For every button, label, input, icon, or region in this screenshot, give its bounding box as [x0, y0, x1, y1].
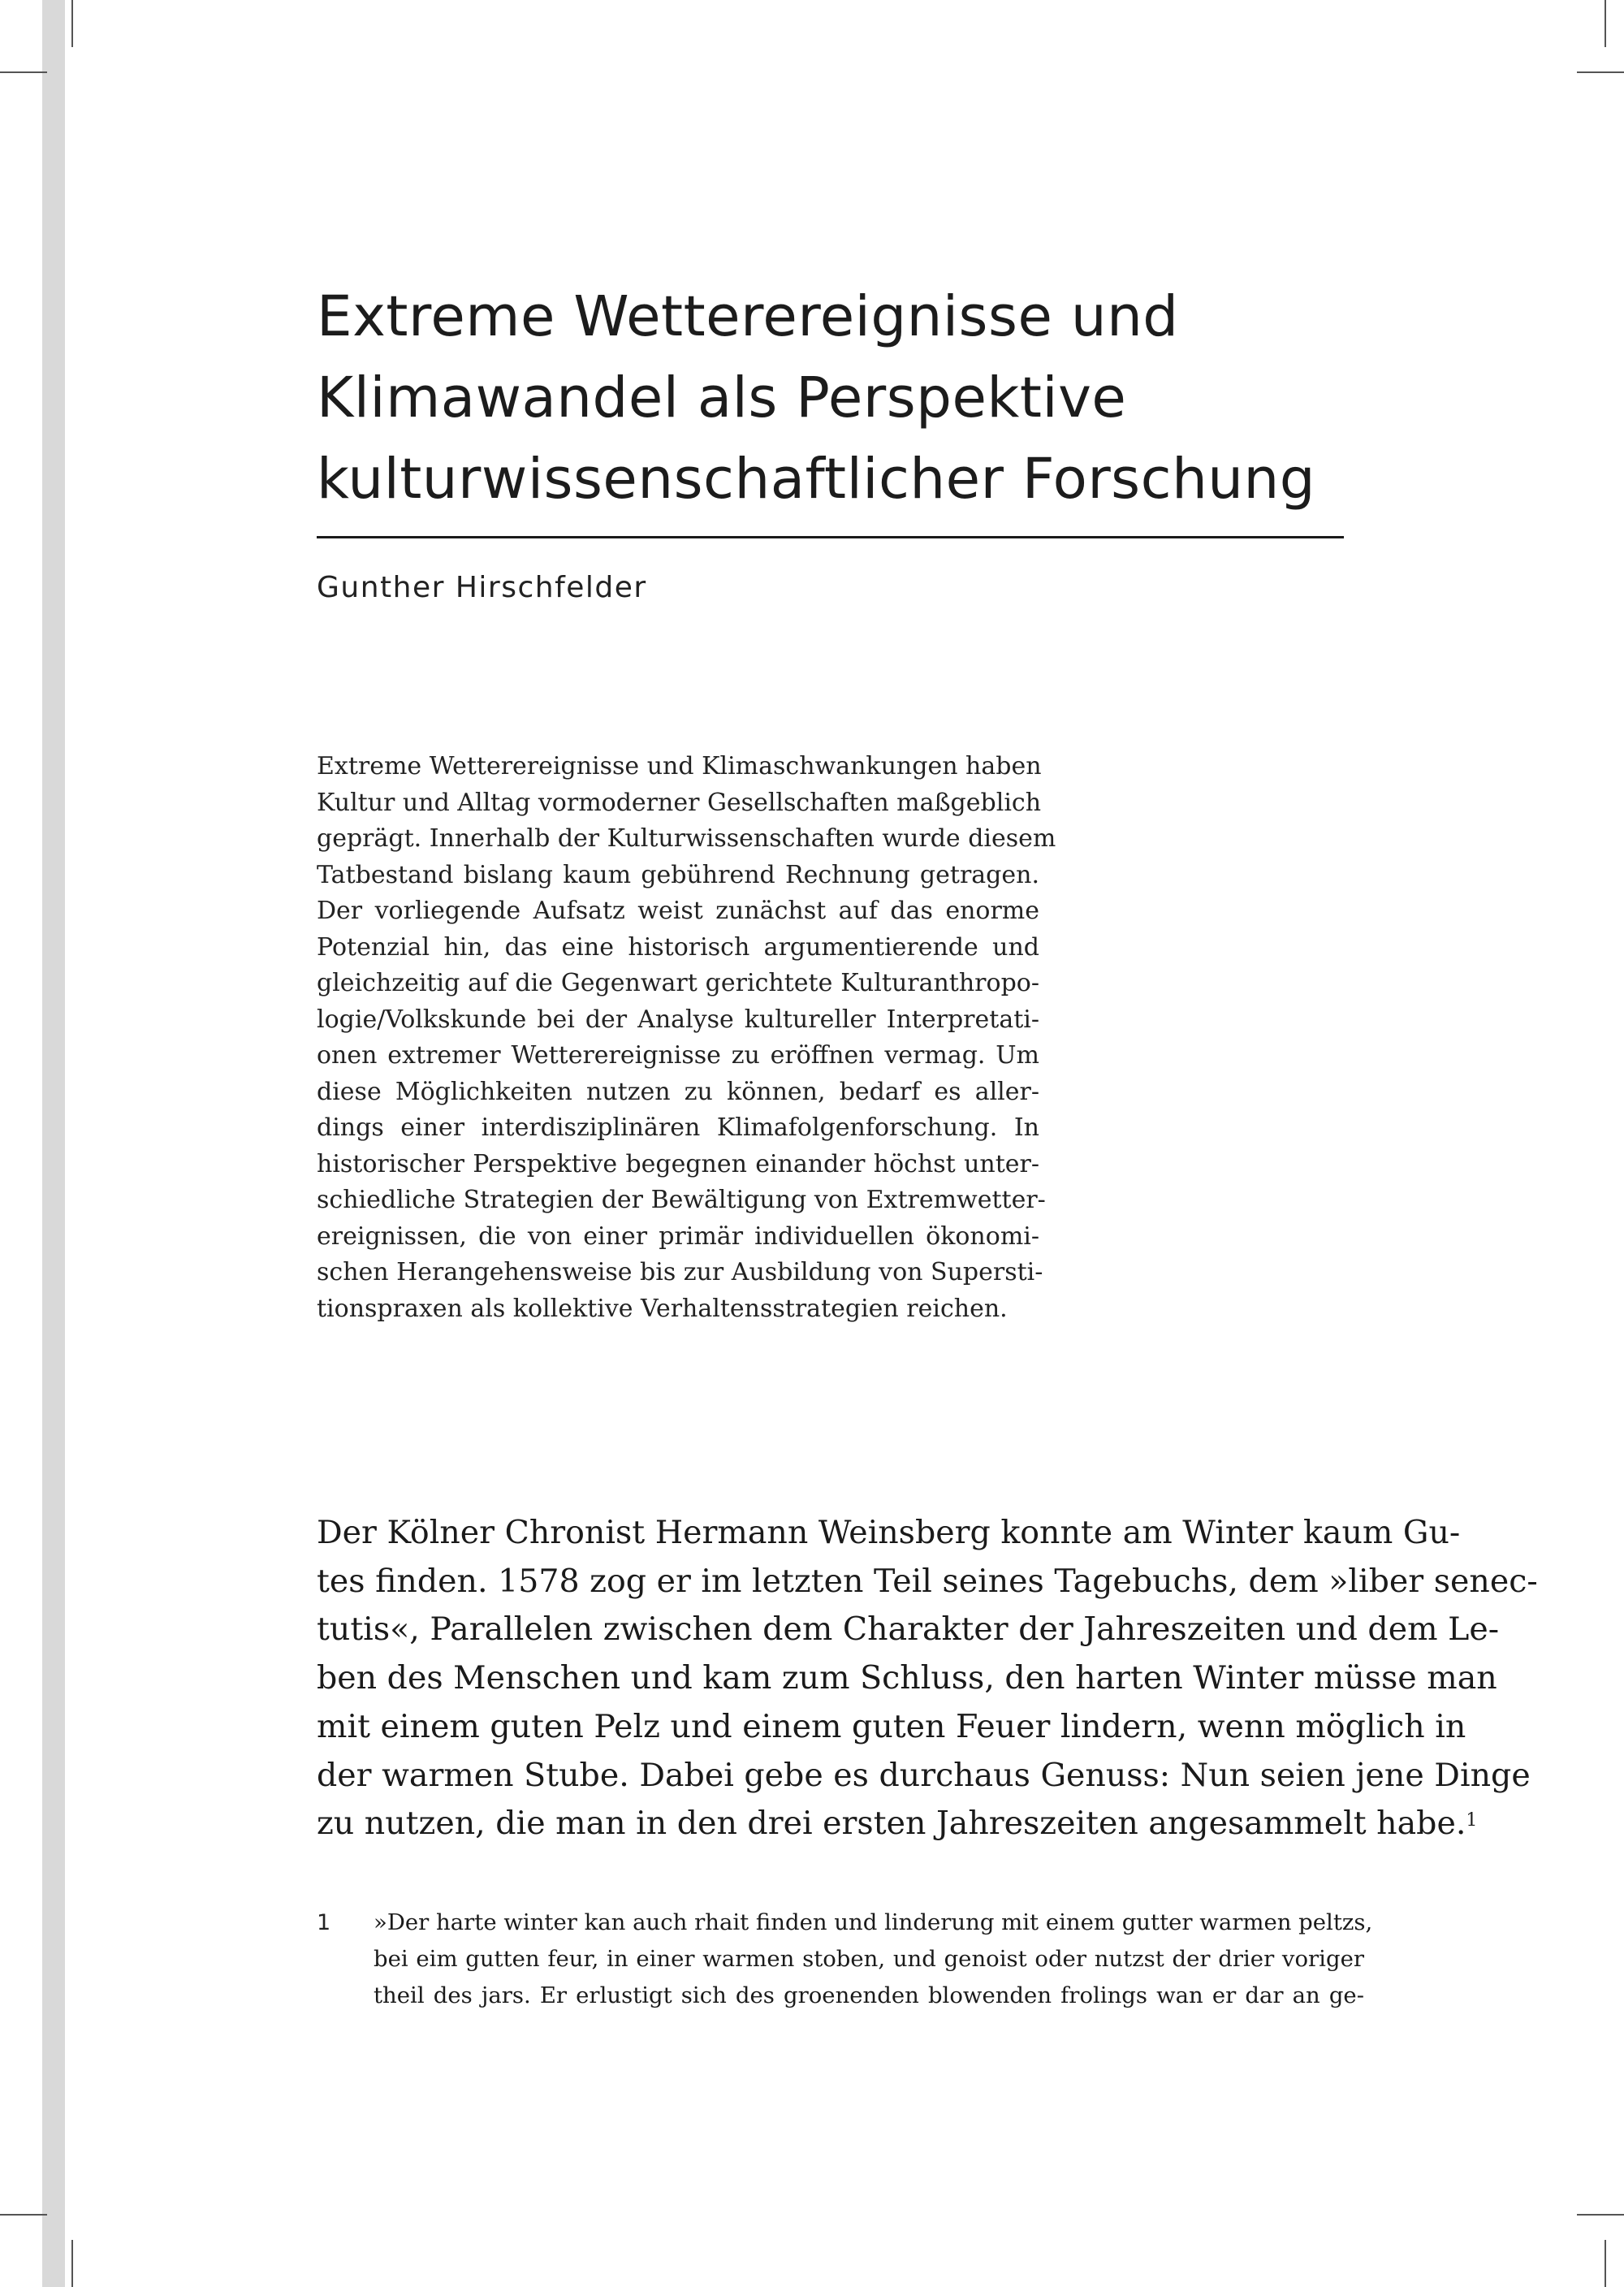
crop-mark [1577, 2214, 1624, 2216]
abstract-line: Kultur und Alltag vormoderner Gesellschaften maßgeblich [317, 788, 1042, 817]
abstract [317, 749, 1056, 1327]
body-line: tutis«, Parallelen zwischen dem Charakter der Jahreszeiten und dem Le- [317, 1610, 1500, 1649]
abstract-line: Der vorliegende Aufsatz weist zunächst auf das enorme [317, 897, 1039, 925]
crop-mark [0, 2214, 47, 2216]
abstract-line: geprägt. Innerhalb der Kulturwissenschaften wurde diesem [317, 824, 1056, 853]
body-line [317, 1800, 1478, 1848]
abstract-line: logie/Volkskunde bei der Analyse kultureller Interpretati- [317, 1005, 1039, 1034]
footnote-line: »Der harte winter kan auch rhait finden und linderung mit einem gutter warmen peltzs, [374, 1909, 1373, 1935]
abstract-line: tionspraxen als kollektive Verhaltensstrategien reichen. [317, 1294, 1008, 1323]
footnote-reference[interactable]: 1 [1466, 1810, 1478, 1831]
title-line: kulturwissenschaftlicher Forschung [317, 447, 1316, 512]
title-line: Klimawandel als Perspektive [317, 365, 1127, 430]
abstract-line: gleichzeitig auf die Gegenwart gerichtete Kulturanthropo- [317, 969, 1039, 997]
article-title [317, 276, 1372, 520]
body-line: Der Kölner Chronist Hermann Weinsberg konnte am Winter kaum Gu- [317, 1514, 1461, 1551]
crop-mark [0, 71, 47, 73]
crop-mark [1577, 71, 1624, 73]
body-line: mit einem guten Pelz und einem guten Feuer lindern, wenn möglich in [317, 1707, 1466, 1745]
abstract-line: diese Möglichkeiten nutzen zu können, bedarf es aller- [317, 1077, 1039, 1106]
abstract-line: onen extremer Wetterereignisse zu eröffnen vermag. Um [317, 1041, 1039, 1070]
abstract-line: ereignissen, die von einer primär individuellen ökonomi- [317, 1221, 1039, 1251]
crop-mark [1605, 2240, 1606, 2287]
title-rule [317, 536, 1344, 538]
author-name: Gunther Hirschfelder [317, 571, 647, 604]
crop-mark [71, 0, 73, 47]
abstract-line: Tatbestand bislang kaum gebührend Rechnung getragen. [317, 860, 1039, 889]
abstract-line: Extreme Wetterereignisse und Klimaschwankungen haben [317, 752, 1042, 780]
footnote-line: theil des jars. Er erlustigt sich des groenenden blowenden frolings wan er dar an ge- [374, 1982, 1364, 2008]
footnote-number: 1 [317, 1910, 331, 1935]
body-line: tes finden. 1578 zog er im letzten Teil seines Tagebuchs, dem »liber senec- [317, 1562, 1538, 1600]
body-paragraph [317, 1509, 1538, 1848]
body-line: ben des Menschen und kam zum Schluss, den harten Winter müsse man [317, 1659, 1497, 1697]
crop-mark [1605, 0, 1606, 47]
abstract-line: historischer Perspektive begegnen einander höchst unter- [317, 1149, 1039, 1178]
title-line: Extreme Wetterereignisse und [317, 284, 1179, 349]
body-line-text: zu nutzen, die man in den drei ersten Jahreszeiten angesammelt habe. [317, 1805, 1466, 1843]
body-line: der warmen Stube. Dabei gebe es durchaus Genuss: Nun seien jene Dinge [317, 1756, 1531, 1794]
page-gutter-shadow [42, 0, 65, 2287]
abstract-line: Potenzial hin, das eine historisch argumentierende und [317, 932, 1039, 962]
abstract-line: dings einer interdisziplinären Klimafolgenforschung. In [317, 1113, 1039, 1142]
crop-mark [71, 2240, 73, 2287]
abstract-line: schiedliche Strategien der Bewältigung von Extremwetter- [317, 1186, 1046, 1214]
footnote-text [374, 1904, 1373, 2014]
footnote-line: bei eim gutten feur, in einer warmen stoben, und genoist oder nutzst der drier voriger [374, 1946, 1364, 1972]
abstract-line: schen Herangehensweise bis zur Ausbildung von Supersti- [317, 1258, 1043, 1286]
